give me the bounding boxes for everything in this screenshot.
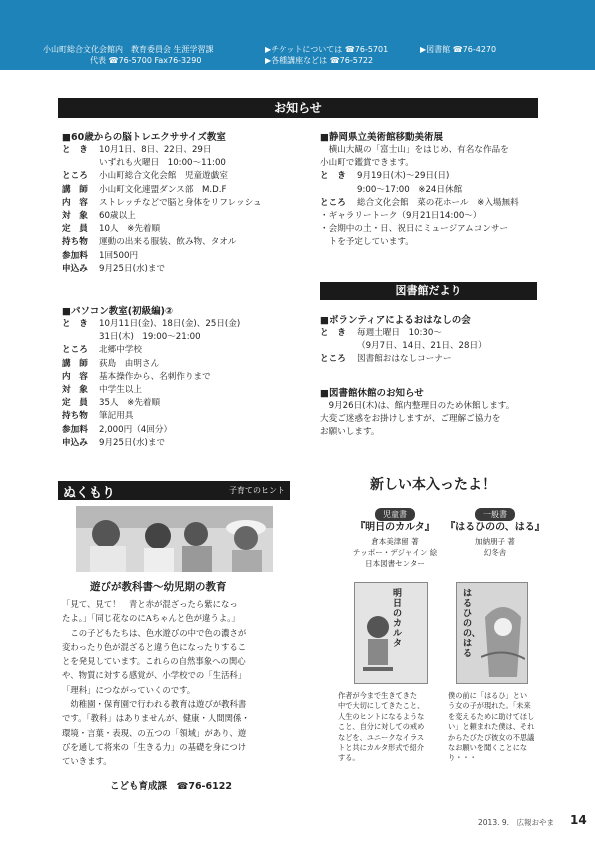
desc-line: からたびたび彼女の不思議 [448, 732, 535, 742]
desc-line: い」と頼まれた僕は、それ [448, 722, 535, 732]
book2-author: 加納朋子 著 [475, 537, 515, 546]
book1-cover-title: 明日のカルタ [393, 589, 403, 649]
book2-title: 『はるひのの、はる』 [445, 522, 545, 533]
table-row: と き 毎週土曜日 10:30～ [320, 328, 442, 338]
book2-cover [456, 582, 528, 684]
table-row: ところ 北郷中学校 [62, 345, 142, 356]
table-row: 対 象 中学生以上 [62, 385, 142, 396]
book2-credits [455, 536, 535, 558]
table-row: 参加料 2,000円（4回分） [62, 424, 173, 435]
brain-title: ■60歳からの脳トレエクササイズ教室 [62, 132, 226, 143]
body-line: 幼稚園・保育園で行われる教育は遊びが教科書 [62, 699, 247, 710]
nukumori-body [62, 597, 250, 769]
closed-line-1: 9月26日(木)は、館内整理日のため休館します。 [320, 401, 515, 411]
org-name: 小山町総合文化会館内 教育委員会 生涯学習課 [43, 45, 214, 54]
library-news-title: 図書館だより [395, 284, 462, 297]
table-row: 対 象 60歳以上 [62, 211, 136, 222]
table-row: ところ 図書館おはなしコーナー [320, 354, 452, 365]
book2-cover-art [481, 597, 525, 681]
storytime-title: ■ボランティアによるおはなしの会 [320, 315, 471, 326]
body-line: 「理科」につながっていくのです。 [62, 684, 196, 695]
book2-cover-title: はるひのの、はる [463, 589, 481, 659]
newbooks-title: 新しい本入ったよ！ [370, 477, 496, 493]
book2-category: 一般書 [475, 508, 515, 521]
table-row: 申込み 9月25日(水)まで [62, 437, 166, 448]
oshirase-title: お知らせ [274, 101, 322, 115]
body-line: とを発見しています。これらの自然事象への関心 [62, 656, 246, 667]
book1-credits [320, 536, 470, 569]
book1-cover-art [361, 613, 395, 673]
table-row: 9:00～17:00 ※24日休館 [357, 184, 463, 195]
table-row: ところ 総合文化会館 菜の花ホール ※入場無料 [320, 197, 519, 208]
table-row: と き 9月19日(木)～29日(日) [320, 171, 450, 182]
museum-note-1: ・ギャラリートーク（9月21日14:00～） [320, 211, 482, 222]
book1-category: 児童書 [375, 508, 415, 521]
table-row: と き 10月11日(金)、18日(金)、25日(金) [62, 319, 241, 329]
desc-line: う女の子が現れた。「未来 [448, 701, 531, 711]
desc-line: 作者が今まで生きてきた [338, 691, 418, 700]
closed-line-3: お願いします。 [320, 427, 380, 438]
table-row: 持ち物 運動の出来る服装、飲み物、タオル [62, 237, 237, 248]
desc-line: などを、ユニークなイラス [338, 732, 425, 742]
book1-publisher: 日本図書センター [365, 559, 425, 568]
table-row: 定 員 10人 ※先着順 [62, 224, 161, 235]
museum-title: ■静岡県立美術館移動美術展 [320, 132, 443, 143]
page-number: 14 [570, 813, 587, 827]
desc-line: 僕の前に「はるひ」とい [448, 691, 528, 700]
header-band [0, 0, 595, 70]
desc-line: り・・・ [448, 753, 477, 763]
table-row: 申込み 9月25日(水)まで [62, 263, 166, 274]
table-row: （9月7日、14日、21日、28日） [357, 341, 487, 352]
table-row: ところ 小山町総合文化会館 児童遊戯室 [62, 171, 228, 182]
table-row: 内 容 ストレッチなどで脳と身体をリフレッシュ [62, 197, 262, 208]
phone-main: 代表 ☎76-5700 Fax76-3290 [90, 56, 202, 65]
desc-line: 中で大切にしてきたこと、 [338, 701, 425, 711]
table-row: 講 師 荻島 由明さん [62, 358, 160, 369]
pc-title: ■パソコン教室(初級編)② [62, 306, 174, 317]
museum-note-3: トを予定しています。 [320, 237, 414, 248]
desc-line: トと共にカルタ形式で紹介 [338, 743, 424, 753]
desc-line: する。 [338, 753, 360, 763]
body-line: です。「教科」はありませんが、健康・人間関係・ [62, 713, 250, 724]
body-line: 「見て、見て！ 青と赤が混ざったら紫になっ [62, 599, 238, 609]
table-row: と き 10月1日、8日、22日、29日 [62, 145, 212, 155]
storytime-rows [320, 327, 487, 367]
body-line: 変わったり色が混ざると違う色になったりするこ [62, 641, 247, 652]
nukumori-sub: 子育てのヒント [229, 486, 285, 495]
body-line: や、物質に対する感覚が、小学校での「生活科」 [62, 670, 247, 681]
museum-intro-2: 小山町で鑑賞できます。 [320, 158, 414, 169]
desc-line: を変えるために助けてほし [448, 711, 535, 721]
body-line: この子どもたちは、色水遊びの中で色の濃さが [62, 627, 247, 638]
table-row: 内 容 基本操作から、名刺作りまで [62, 371, 211, 382]
closed-body [320, 400, 514, 440]
body-line: たよ。」「同じ花なのにAちゃんと色が違うよ。」 [62, 613, 240, 624]
museum-note-2: ・会期中の土・日、祝日にミュージアムコンサー [320, 224, 509, 235]
brain-rows [62, 144, 262, 276]
desc-line: こと、自分に対しての戒め [338, 722, 425, 732]
body-line: 環境・言葉・表現、の五つの「領域」があり、遊 [62, 727, 247, 738]
table-row: 定 員 35人 ※先着順 [62, 398, 161, 409]
book1-author: 倉本美津留 著 [371, 537, 419, 546]
oshirase-bar [58, 98, 538, 118]
footer-text: 2013. 9. 広報おやま [478, 818, 555, 827]
pc-rows [62, 318, 240, 450]
book1-title: 『明日のカルタ』 [355, 522, 435, 533]
closed-title: ■図書館休館のお知らせ [320, 388, 424, 399]
museum-intro-1: 横山大観の「富士山」をはじめ、有名な作品を [320, 145, 509, 155]
book1-desc [338, 691, 446, 764]
closed-line-2: 大変ご迷惑をお掛けしますが、ご理解ご協力を [320, 414, 501, 425]
table-row: いずれも火曜日 10:00～11:00 [99, 158, 226, 169]
book2-desc [448, 691, 548, 764]
nukumori-contact: こども育成課 ☎76-6122 [110, 781, 232, 792]
lectures-phone: ▶各種講座などは ☎76-5722 [265, 56, 374, 65]
library-phone: ▶図書館 ☎76-4270 [420, 45, 497, 54]
ticket-phone: ▶チケットについては ☎76-5701 [265, 45, 389, 54]
library-news-bar [320, 282, 537, 300]
table-row: 参加料 1回500円 [62, 250, 139, 261]
book1-illustrator: テッポー・デジャイン 絵 [352, 548, 438, 557]
children-photo-graphic [76, 506, 273, 572]
table-row: 講 師 小山町文化連盟ダンス部 M.D.F [62, 184, 227, 195]
children-photo [76, 506, 273, 572]
desc-line: 人生のヒントになるような [338, 711, 425, 721]
desc-line: なお願いを聞くことにな [448, 743, 528, 753]
book1-cover [354, 582, 428, 684]
table-row: 持ち物 筆記用具 [62, 411, 134, 422]
table-row: 31日(木) 19:00～21:00 [99, 332, 201, 343]
body-line: びを通して将来の「生きる力」の基礎を身につけ [62, 741, 247, 752]
book2-publisher: 幻冬舎 [483, 548, 507, 557]
nukumori-title: ぬくもり [63, 486, 116, 501]
museum-body [320, 144, 519, 250]
nukumori-bar [58, 481, 290, 500]
body-line: ていきます。 [62, 756, 112, 767]
nukumori-heading: 遊びが教科書～幼児期の教育 [90, 581, 227, 593]
